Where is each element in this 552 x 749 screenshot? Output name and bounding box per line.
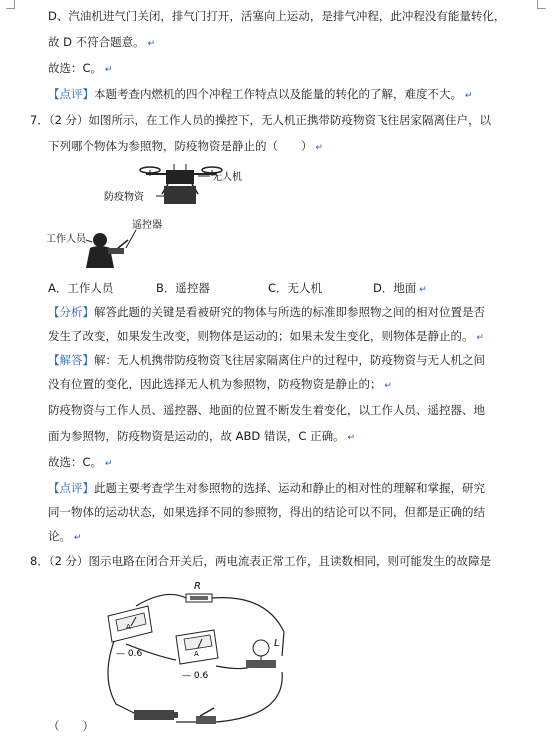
q7-stem-line2: 下列哪个物体为参照物，防疫物资是静止的（ ） ↵ (48, 139, 323, 153)
q6-answer: 故选：C。 ↵ (48, 61, 113, 75)
q7-comment-line1: 【点评】此题主要考查学生对参照物的选择、运动和静止的相对性的理解和掌握，研究 (48, 481, 485, 495)
svg-text:A: A (126, 623, 131, 631)
label-supplies: 防疫物资 (104, 192, 144, 203)
svg-text:A: A (194, 650, 199, 658)
q7-stem-line1: 7．（2 分）如图所示，在工作人员的操控下，无人机正携带防疫物资飞往居家隔离住户，以 (30, 113, 492, 127)
worker-icon (86, 233, 128, 268)
q7-answer-line3: 防疫物资与工作人员、遥控器、地面的位置不断发生着变化，以工作人员、遥控器、地 (48, 403, 485, 417)
q6-line2: 故 D 不符合题意。 ↵ (48, 35, 156, 49)
q8-stem: 8．（2 分）图示电路在闭合开关后，两电流表正常工作，且读数相同，则可能发生的故障是 (30, 554, 492, 568)
label-r: R (194, 581, 201, 592)
q7-option-c: C．无人机 (268, 281, 323, 295)
label-worker: 工作人员 (46, 234, 86, 245)
comment-tag: 【点评】 (48, 87, 94, 101)
crop-mark-top-left (6, 0, 15, 9)
q6-comment: 【点评】本题考查内燃机的四个冲程工作特点以及能量的转化的了解，难度不大。 ↵ (48, 87, 473, 101)
drone-icon (140, 164, 222, 204)
bulb-icon (246, 640, 276, 668)
q6-line1: D、汽油机进气门关闭，排气门打开，活塞向上运动，是排气冲程，此冲程没有能量转化， (48, 9, 506, 23)
ammeter-1-icon (108, 606, 152, 642)
q8-blank: （ ） (48, 719, 94, 733)
label-drone: 无人机 (212, 172, 242, 183)
q7-comment-line3: 论。 ↵ (48, 529, 82, 543)
q7-analysis-line2: 发生了改变，如果发生改变，则物体是运动的；如果未发生变化，则物体是静止的。 ↵ (48, 329, 484, 343)
resistor-icon (186, 594, 212, 602)
q7-comment-line2: 同一物体的运动状态，如果选择不同的参照物，得出的结论可以不同，但都是正确的结 (48, 505, 485, 519)
q7-analysis-line1: 【分析】解答此题的关键是看被研究的物体与所选的标准即参照物之间的相对位置是否 (48, 305, 485, 319)
label-controller: 遥控器 (132, 220, 162, 231)
q7-answer-line1: 【解答】解：无人机携带防疫物资飞往居家隔离住户的过程中，防疫物资与无人机之间 (48, 353, 485, 367)
q7-option-a: A．工作人员 (48, 281, 114, 295)
q7-final-answer: 故选：C。 ↵ (48, 455, 113, 469)
q8-circuit-diagram (96, 576, 306, 734)
q7-figure-drone (46, 160, 256, 272)
q7-answer-line2: 没有位置的变化，因此选择无人机为参照物，防疫物资是静止的； ↵ (48, 377, 392, 391)
switch-icon (196, 708, 216, 724)
battery-icon (134, 710, 178, 720)
q7-option-d: D．地面 ↵ (373, 281, 427, 295)
range-label-1: — 0.6 (116, 649, 143, 659)
range-label-2: — 0.6 (182, 671, 209, 681)
label-l: L (274, 638, 280, 649)
q7-answer-line4: 面为参照物，防疫物资是运动的，故 ABD 错误，C 正确。 ↵ (48, 429, 356, 443)
paragraph-mark-icon: ↵ (144, 39, 156, 49)
crop-mark-top-right (537, 0, 546, 9)
ammeter-2-icon (176, 630, 218, 664)
q7-option-b: B．遥控器 (156, 281, 210, 295)
